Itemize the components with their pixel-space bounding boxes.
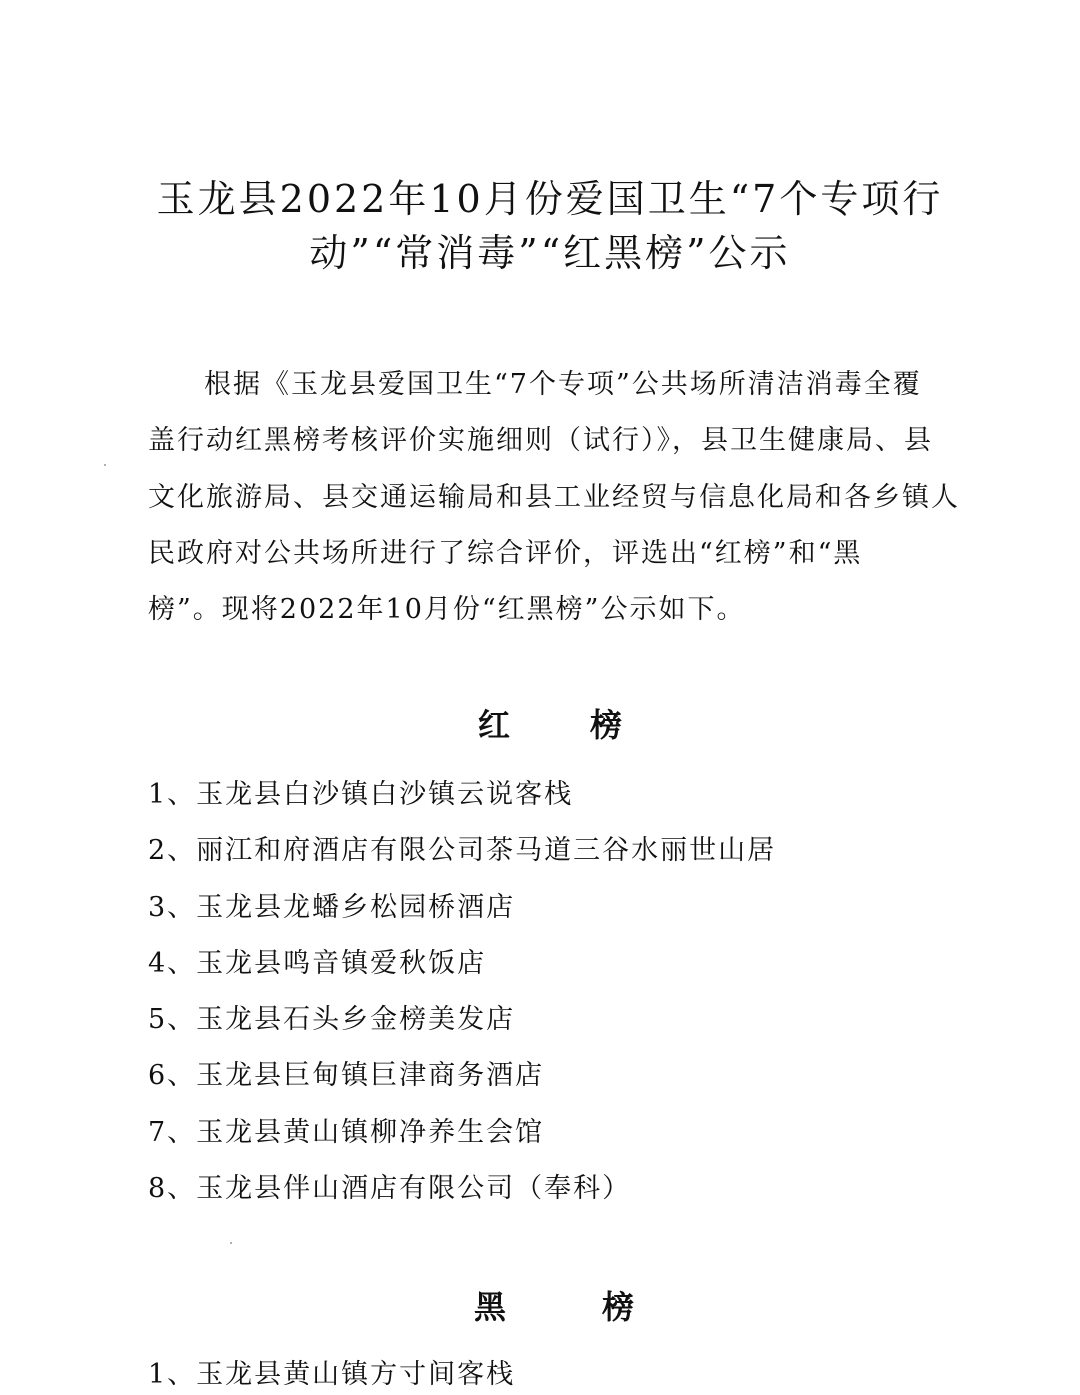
- red-list-item: 7、玉龙县黄山镇柳净养生会馆: [148, 1117, 545, 1148]
- red-list-item: 6、玉龙县巨甸镇巨津商务酒店: [148, 1060, 545, 1091]
- black-list-heading-left: 黑: [474, 1288, 507, 1326]
- red-list-item: 8、玉龙县伴山酒店有限公司（奉科）: [148, 1173, 632, 1204]
- black-list-heading-right: 榜: [602, 1288, 635, 1326]
- intro-line-4: 民政府对公共场所进行了综合评价，评选出“红榜”和“黑: [148, 538, 863, 569]
- intro-line-2: 盖行动红黑榜考核评价实施细则（试行）》，县卫生健康局、县: [148, 425, 933, 456]
- document-title-line-1: 玉龙县2022年10月份爱国卫生“7个专项行: [156, 177, 944, 221]
- red-list-item: 3、玉龙县龙蟠乡松园桥酒店: [148, 892, 516, 923]
- red-list-heading-right: 榜: [590, 706, 623, 744]
- scan-speck: [104, 464, 106, 466]
- intro-line-5: 榜”。现将2022年10月份“红黑榜”公示如下。: [148, 594, 746, 625]
- red-list-item: 4、玉龙县鸣音镇爱秋饭店: [148, 948, 487, 979]
- scan-speck: [230, 1242, 232, 1244]
- red-list-item: 2、丽江和府酒店有限公司茶马道三谷水丽世山居: [148, 835, 777, 866]
- document-title-line-2: 动”“常消毒”“红黑榜”公示: [309, 231, 791, 275]
- intro-line-1: 根据《玉龙县爱国卫生“7个专项”公共场所清洁消毒全覆: [204, 369, 922, 400]
- intro-line-3: 文化旅游局、县交通运输局和县工业经贸与信息化局和各乡镇人: [148, 482, 960, 513]
- black-list-item: 1、玉龙县黄山镇方寸间客栈: [148, 1359, 516, 1390]
- red-list-item: 5、玉龙县石头乡金榜美发店: [148, 1004, 516, 1035]
- red-list-item: 1、玉龙县白沙镇白沙镇云说客栈: [148, 779, 574, 810]
- red-list-heading-left: 红: [478, 706, 511, 744]
